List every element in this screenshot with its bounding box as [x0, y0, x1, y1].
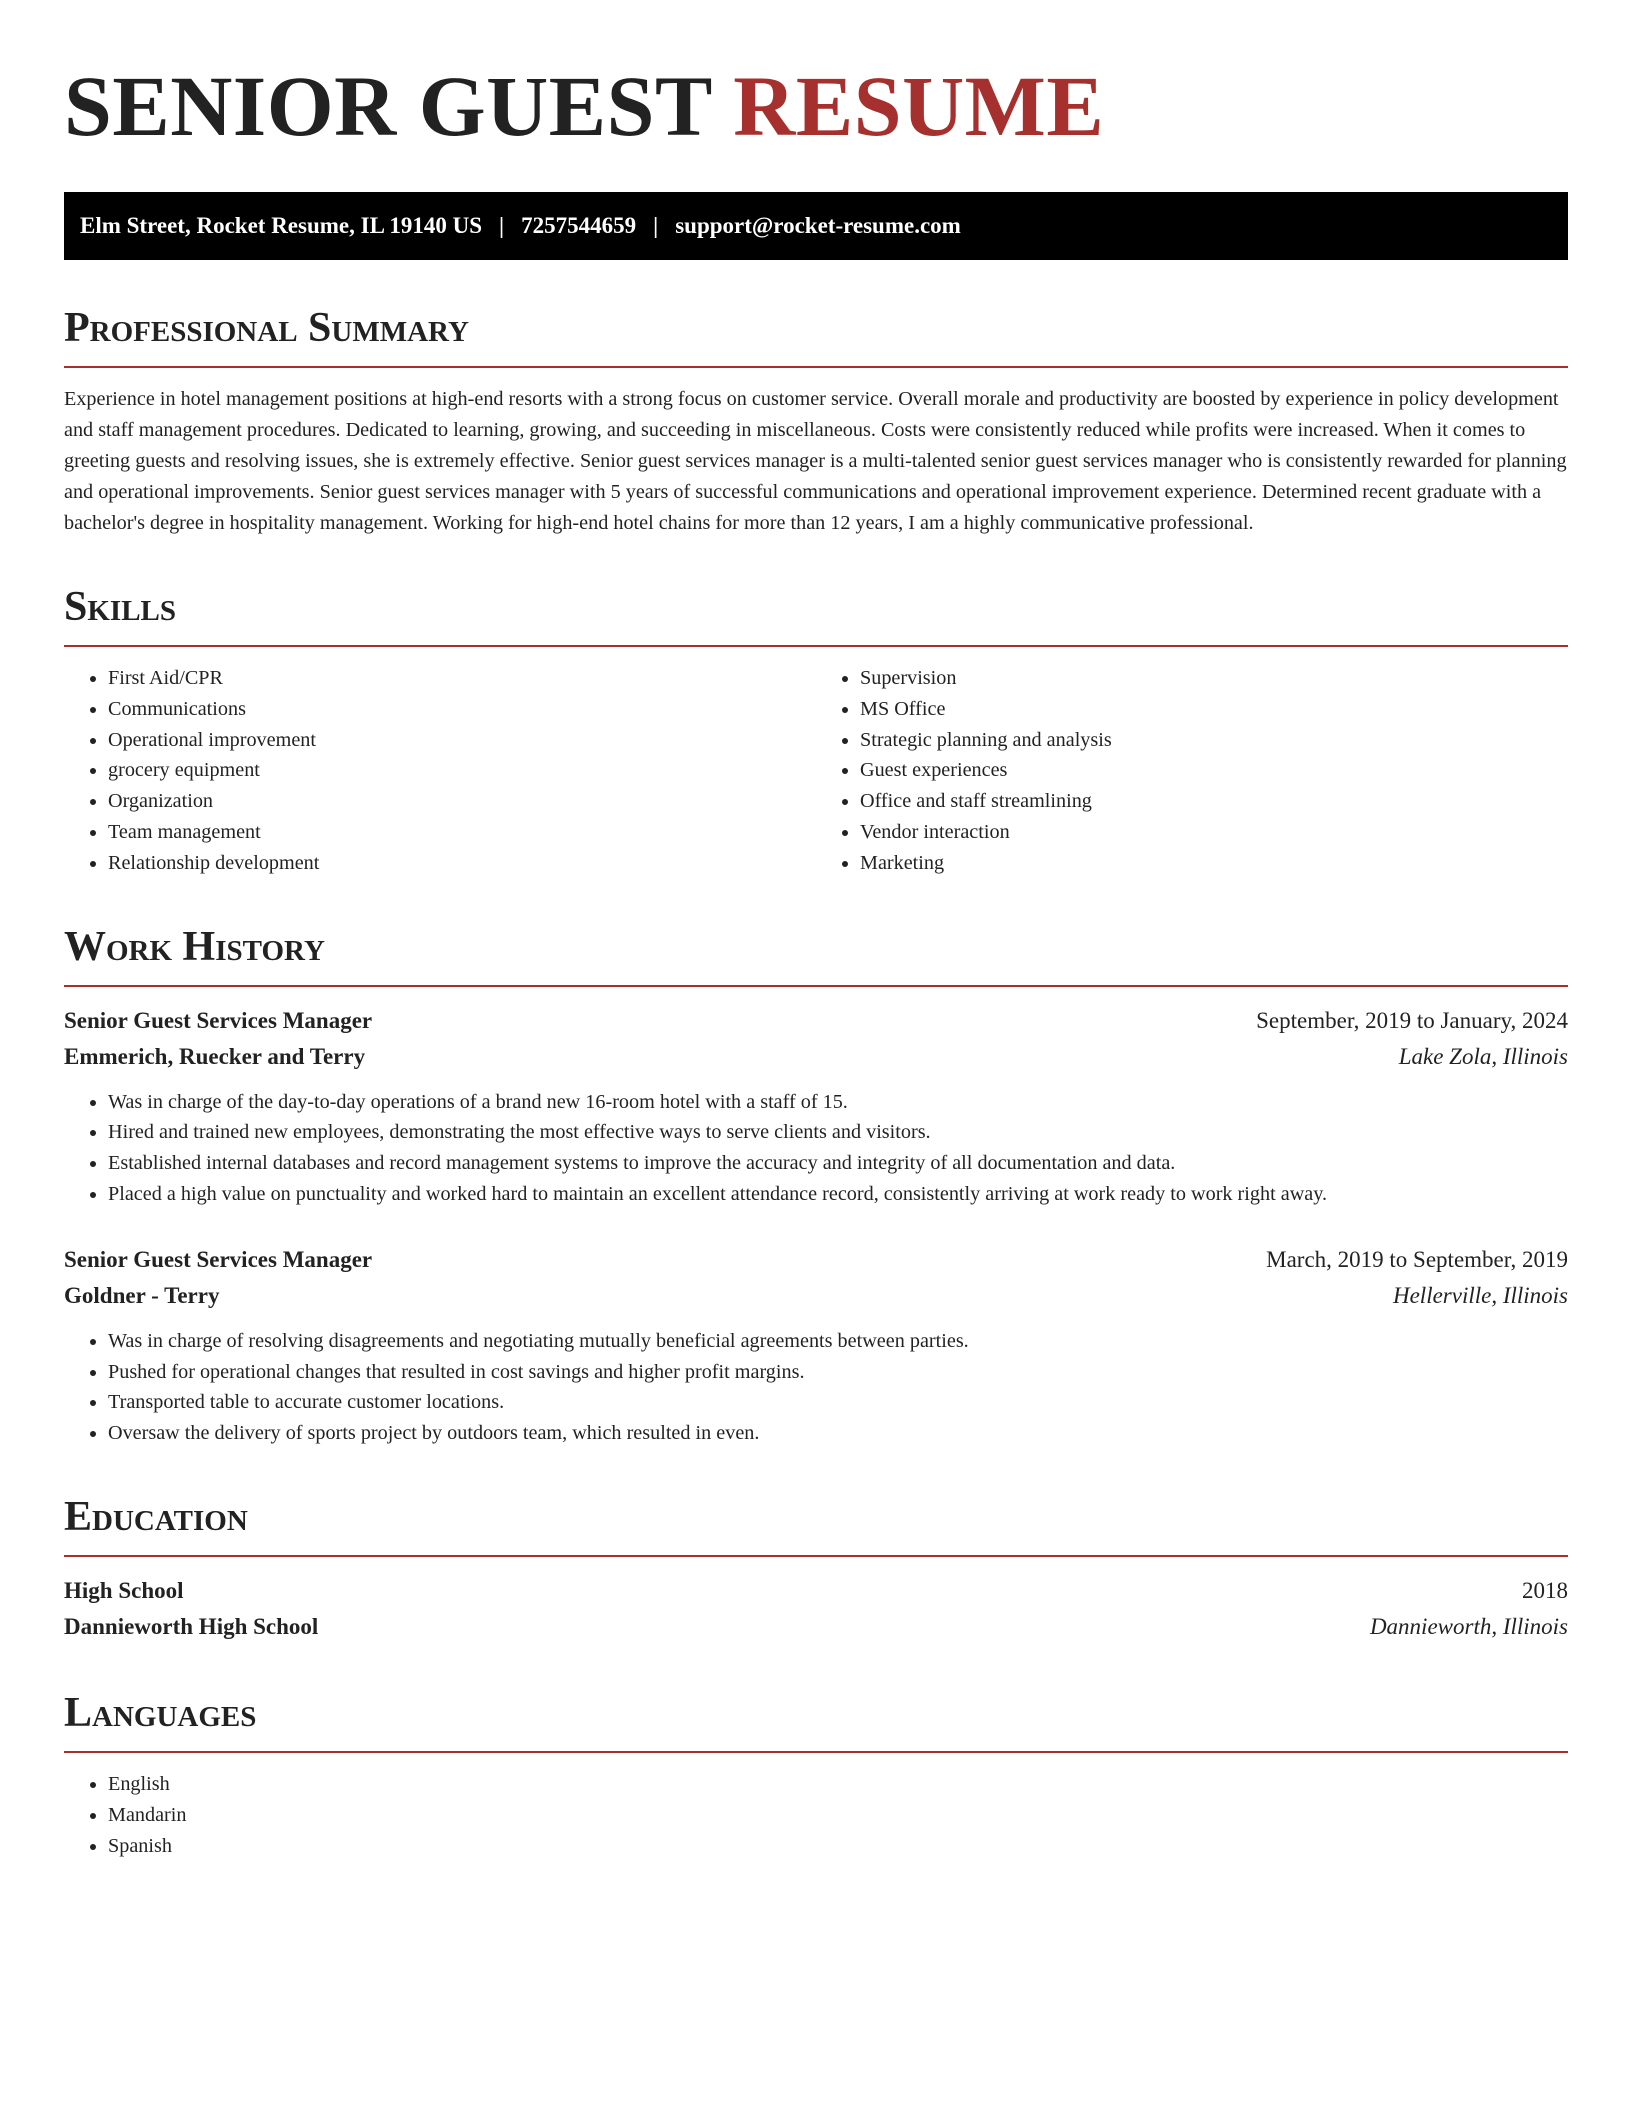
job-company-row — [64, 1278, 1568, 1314]
job-company: Goldner - Terry — [64, 1282, 220, 1308]
summary-text: Experience in hotel management positions at high-end resorts with a strong focus on customer service. Overall morale and productivity are boosted by experience in policy development and staff management procedures. Dedicated to learning, growing, and succeeding in miscellaneous. Costs were consistently reduced while profits were increased. When it comes to greeting guests and resolving issues, she is extremely effective. Senior guest services manager is a multi-talented senior guest services manager who is consistently rewarded for planning and operational improvements. Senior guest services manager with 5 years of successful communications and operational improvement experience. Determined recent graduate with a bachelor's degree in hospitality management. Working for high-end hotel chains for more than 12 years, I am a highly communicative professional. — [64, 388, 1567, 534]
language-item: • Mandarin — [108, 1800, 1568, 1831]
skills-right-list — [816, 663, 1568, 879]
contact-separator: | — [653, 213, 659, 238]
education-heading: Education — [64, 1493, 1568, 1557]
education-entry — [64, 1573, 1568, 1645]
job-header-row — [64, 1242, 1568, 1278]
education-location: Dannieworth, Illinois — [1369, 1613, 1568, 1639]
education-school-row — [64, 1609, 1568, 1645]
education-degree-row — [64, 1573, 1568, 1609]
education-degree: High School — [64, 1577, 184, 1603]
skill-item: • Marketing — [860, 848, 1568, 879]
skill-item: • Guest experiences — [860, 755, 1568, 786]
contact-bar — [64, 192, 1568, 260]
job-dates: September, 2019 to January, 2024 — [1256, 1007, 1568, 1033]
skill-item: • MS Office — [860, 694, 1568, 725]
skill-item: • Operational improvement — [108, 725, 816, 756]
job-location: Hellerville, Illinois — [1392, 1282, 1568, 1308]
education-year: 2018 — [1522, 1577, 1568, 1603]
job-bullet: • Was in charge of resolving disagreements and negotiating mutually beneficial agreements between parties. — [108, 1326, 1568, 1357]
job-bullet: • Established internal databases and record management systems to improve the accuracy and integrity of all documentation and data. — [108, 1148, 1568, 1179]
job-header-row — [64, 1003, 1568, 1039]
summary-heading: Professional Summary — [64, 304, 1568, 368]
skill-item: • Organization — [108, 786, 816, 817]
skill-item: • Team management — [108, 817, 816, 848]
resume-title — [64, 56, 1568, 156]
job-entry — [64, 1242, 1568, 1449]
job-company-row — [64, 1039, 1568, 1075]
skills-heading: Skills — [64, 583, 1568, 647]
contact-separator: | — [499, 213, 505, 238]
work-history-heading: Work History — [64, 923, 1568, 987]
job-dates: March, 2019 to September, 2019 — [1266, 1246, 1568, 1272]
skill-item: • Supervision — [860, 663, 1568, 694]
job-entry — [64, 1003, 1568, 1210]
job-location: Lake Zola, Illinois — [1398, 1043, 1568, 1069]
work-history-section — [64, 923, 1568, 1449]
language-item: • Spanish — [108, 1831, 1568, 1862]
skill-item: • grocery equipment — [108, 755, 816, 786]
skill-item: • Relationship development — [108, 848, 816, 879]
education-school: Dannieworth High School — [64, 1613, 319, 1639]
job-bullet: • Transported table to accurate customer locations. — [108, 1387, 1568, 1418]
skill-item: • Communications — [108, 694, 816, 725]
skills-left-list — [64, 663, 816, 879]
skills-columns — [64, 663, 1568, 879]
contact-address: Elm Street, Rocket Resume, IL 19140 US — [80, 213, 483, 238]
languages-section — [64, 1689, 1568, 1861]
skill-item: • First Aid/CPR — [108, 663, 816, 694]
title-accent: RESUME — [733, 58, 1105, 154]
education-section — [64, 1493, 1568, 1645]
title-main: SENIOR GUEST — [64, 58, 712, 154]
language-item: • English — [108, 1769, 1568, 1800]
languages-heading: Languages — [64, 1689, 1568, 1753]
skill-item: • Office and staff streamlining — [860, 786, 1568, 817]
job-bullet: • Was in charge of the day-to-day operations of a brand new 16-room hotel with a staff of 15. — [108, 1087, 1568, 1118]
job-title: Senior Guest Services Manager — [64, 1246, 373, 1272]
skill-item: • Vendor interaction — [860, 817, 1568, 848]
languages-list — [64, 1769, 1568, 1861]
summary-section — [64, 304, 1568, 539]
job-bullet: • Pushed for operational changes that resulted in cost savings and higher profit margins. — [108, 1357, 1568, 1388]
job-company: Emmerich, Ruecker and Terry — [64, 1043, 366, 1069]
job-bullets — [64, 1087, 1568, 1210]
job-bullet: • Hired and trained new employees, demonstrating the most effective ways to serve clients and visitors. — [108, 1117, 1568, 1148]
job-bullet: • Placed a high value on punctuality and worked hard to maintain an excellent attendance record, consistently arriving at work ready to work right away. — [108, 1179, 1568, 1210]
job-bullets — [64, 1326, 1568, 1449]
skill-item: • Strategic planning and analysis — [860, 725, 1568, 756]
job-bullet: • Oversaw the delivery of sports project by outdoors team, which resulted in even. — [108, 1418, 1568, 1449]
skills-section — [64, 583, 1568, 879]
job-title: Senior Guest Services Manager — [64, 1007, 373, 1033]
contact-email: support@rocket-resume.com — [675, 213, 961, 238]
contact-phone: 7257544659 — [521, 213, 637, 238]
